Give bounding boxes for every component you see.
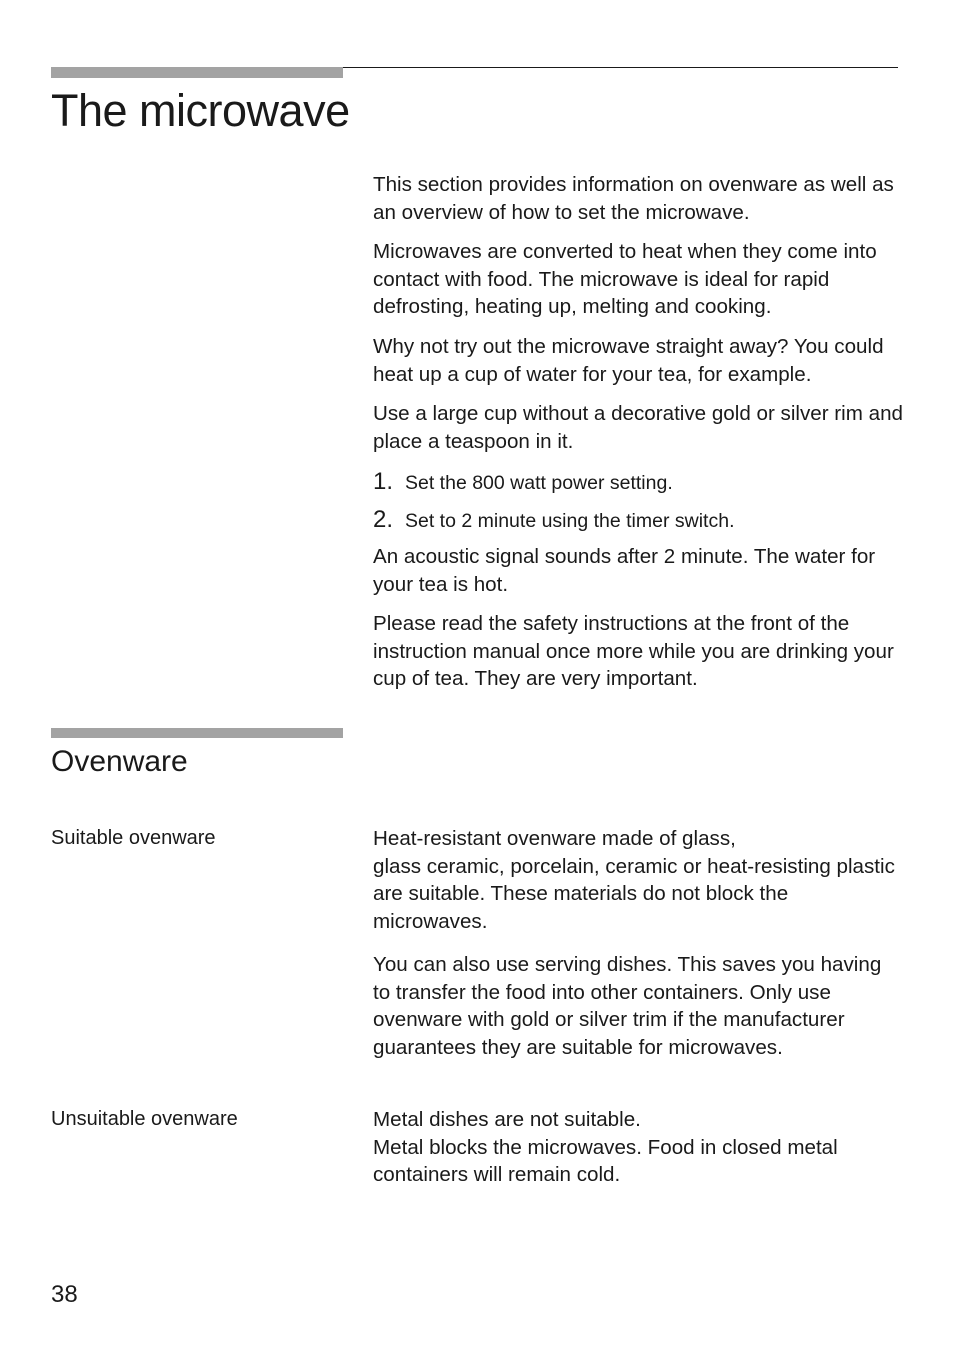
page-title: The microwave (51, 85, 350, 136)
intro-paragraph-3-text: Why not try out the microwave straight away? You could heat up a cup of water for your tea, for example. (373, 335, 884, 386)
intro-paragraph-4 (373, 400, 903, 455)
unsuitable-ovenware-line-rest: Metal blocks the microwaves. Food in closed metal containers will remain cold. (373, 1135, 838, 1186)
step-text: Set to 2 minute using the timer switch. (405, 510, 735, 532)
suitable-ovenware-line-rest: glass ceramic, porcelain, ceramic or heat-resisting plastic are suitable. These materials do not block the microwaves. (373, 854, 895, 933)
suitable-ovenware-paragraph-2-text: You can also use serving dishes. This saves you having to transfer the food into other containers. Only use ovenware with gold or silver trim if the manufacturer guarantees they are suitable for microwaves. (373, 953, 882, 1059)
unsuitable-ovenware-label: Unsuitable ovenware (51, 1108, 238, 1130)
step-text: Set the 800 watt power setting. (405, 472, 673, 494)
intro-paragraph-1-text: This section provides information on ovenware as well as an overview of how to set the microwave. (373, 173, 894, 224)
intro-paragraph-2-text: Microwaves are converted to heat when they come into contact with food. The microwave is ideal for rapid defrosting, heating up, melting and cooking. (373, 240, 877, 318)
step-number: 1. (373, 468, 394, 495)
intro-paragraph-1 (373, 171, 903, 226)
suitable-ovenware-paragraph-1 (373, 825, 903, 935)
intro-paragraph-5 (373, 543, 903, 598)
section-accent-bar (51, 728, 343, 738)
step-1 (373, 468, 903, 497)
suitable-ovenware-label: Suitable ovenware (51, 827, 216, 849)
unsuitable-ovenware-line-1: Metal dishes are not suitable. (373, 1108, 641, 1131)
intro-paragraph-6 (373, 610, 903, 693)
intro-paragraph-6-text: Please read the safety instructions at the front of the instruction manual once more while you are drinking your cup of tea. They are very important. (373, 612, 894, 690)
suitable-ovenware-paragraph-2 (373, 951, 903, 1061)
header-accent-bar (51, 67, 343, 78)
step-number: 2. (373, 506, 394, 533)
section-heading-ovenware: Ovenware (51, 745, 188, 778)
intro-paragraph-4-text: Use a large cup without a decorative gold or silver rim and place a teaspoon in it. (373, 402, 903, 453)
step-2 (373, 506, 903, 535)
intro-paragraph-2 (373, 238, 903, 321)
page-number: 38 (51, 1281, 78, 1308)
intro-paragraph-3 (373, 333, 903, 388)
intro-paragraph-5-text: An acoustic signal sounds after 2 minute. The water for your tea is hot. (373, 545, 876, 596)
suitable-ovenware-line-1: Heat-resistant ovenware made of glass, (373, 827, 736, 850)
unsuitable-ovenware-paragraph (373, 1106, 903, 1189)
